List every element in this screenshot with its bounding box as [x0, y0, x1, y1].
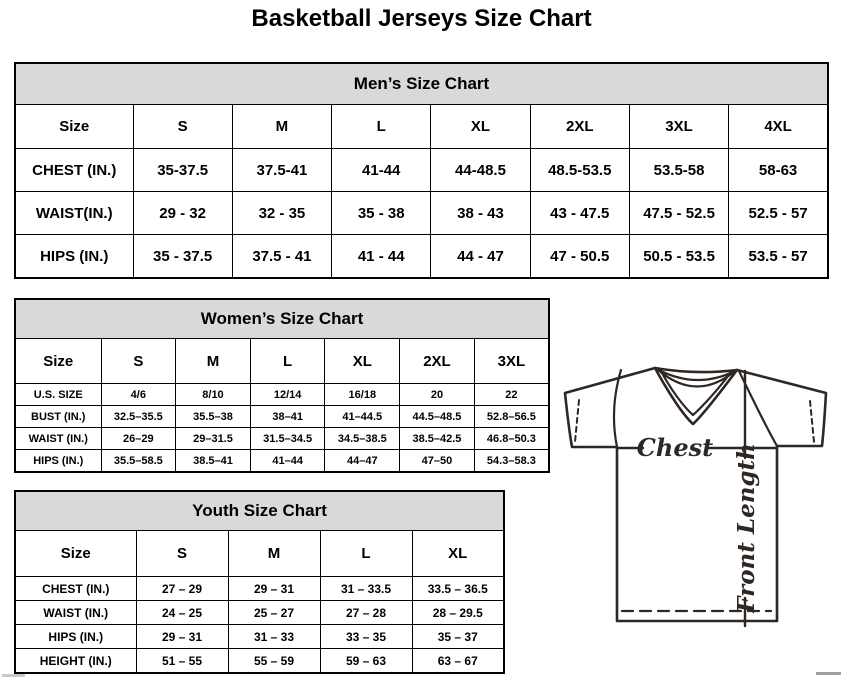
- row-label: HIPS (IN.): [15, 625, 136, 649]
- size-value-cell: 25 – 27: [228, 601, 320, 625]
- size-value-cell: 29–31.5: [176, 428, 251, 450]
- size-header-xl: XL: [325, 339, 400, 384]
- size-value-cell: 59 – 63: [320, 649, 412, 674]
- row-label: WAIST (IN.): [15, 428, 101, 450]
- size-value-cell: 47–50: [400, 450, 475, 473]
- size-value-cell: 31 – 33.5: [320, 577, 412, 601]
- table-header-row: [15, 531, 504, 577]
- size-column-header: Size: [15, 531, 136, 577]
- size-value-cell: 50.5 - 53.5: [629, 235, 728, 279]
- size-value-cell: 37.5-41: [232, 149, 331, 192]
- size-value-cell: 44–47: [325, 450, 400, 473]
- size-value-cell: 35 – 37: [412, 625, 504, 649]
- jersey-outline: [565, 368, 826, 621]
- row-label: CHEST (IN.): [15, 577, 136, 601]
- size-column-header: Size: [15, 105, 133, 149]
- row-label: WAIST(IN.): [15, 192, 133, 235]
- size-value-cell: 38–41: [250, 406, 325, 428]
- size-value-cell: 37.5 - 41: [232, 235, 331, 279]
- size-value-cell: 58-63: [729, 149, 828, 192]
- size-value-cell: 41-44: [332, 149, 431, 192]
- size-header-3xl: 3XL: [474, 339, 549, 384]
- row-label: WAIST (IN.): [15, 601, 136, 625]
- size-value-cell: 44-48.5: [431, 149, 530, 192]
- size-header-s: S: [101, 339, 176, 384]
- size-value-cell: 35.5–58.5: [101, 450, 176, 473]
- table-row: [15, 577, 504, 601]
- size-value-cell: 52.8–56.5: [474, 406, 549, 428]
- size-value-cell: 48.5-53.5: [530, 149, 629, 192]
- row-label: HIPS (IN.): [15, 235, 133, 279]
- row-label: CHEST (IN.): [15, 149, 133, 192]
- size-value-cell: 38.5–42.5: [400, 428, 475, 450]
- table-title-row: [15, 63, 828, 105]
- womens-size-chart-table: [14, 298, 550, 473]
- size-header-3xl: 3XL: [629, 105, 728, 149]
- jersey-left-seam: [614, 370, 621, 447]
- size-value-cell: 41–44: [250, 450, 325, 473]
- size-value-cell: 47.5 - 52.5: [629, 192, 728, 235]
- size-value-cell: 33 – 35: [320, 625, 412, 649]
- size-value-cell: 54.3–58.3: [474, 450, 549, 473]
- size-value-cell: 43 - 47.5: [530, 192, 629, 235]
- size-value-cell: 63 – 67: [412, 649, 504, 674]
- row-label: BUST (IN.): [15, 406, 101, 428]
- size-value-cell: 31.5–34.5: [250, 428, 325, 450]
- size-value-cell: 29 – 31: [136, 625, 228, 649]
- size-value-cell: 34.5–38.5: [325, 428, 400, 450]
- chest-label: Chest: [636, 433, 714, 462]
- size-value-cell: 51 – 55: [136, 649, 228, 674]
- size-value-cell: 52.5 - 57: [729, 192, 828, 235]
- size-value-cell: 53.5 - 57: [729, 235, 828, 279]
- size-value-cell: 35-37.5: [133, 149, 232, 192]
- size-header-2xl: 2XL: [530, 105, 629, 149]
- size-value-cell: 28 – 29.5: [412, 601, 504, 625]
- size-value-cell: 27 – 29: [136, 577, 228, 601]
- size-value-cell: 33.5 – 36.5: [412, 577, 504, 601]
- scrollbar-fragment-left[interactable]: [2, 674, 25, 677]
- size-header-s: S: [136, 531, 228, 577]
- size-header-xl: XL: [412, 531, 504, 577]
- size-value-cell: 44 - 47: [431, 235, 530, 279]
- size-value-cell: 55 – 59: [228, 649, 320, 674]
- table-row: [15, 601, 504, 625]
- size-value-cell: 38 - 43: [431, 192, 530, 235]
- size-value-cell: 41–44.5: [325, 406, 400, 428]
- size-value-cell: 44.5–48.5: [400, 406, 475, 428]
- row-label: HIPS (IN.): [15, 450, 101, 473]
- size-value-cell: 41 - 44: [332, 235, 431, 279]
- size-value-cell: 8/10: [176, 384, 251, 406]
- size-value-cell: 20: [400, 384, 475, 406]
- table-row: [15, 149, 828, 192]
- size-value-cell: 35 - 38: [332, 192, 431, 235]
- right-cuff-dashed-line: [810, 401, 814, 442]
- table-header-row: [15, 339, 549, 384]
- size-value-cell: 47 - 50.5: [530, 235, 629, 279]
- size-value-cell: 35.5–38: [176, 406, 251, 428]
- scrollbar-fragment-right[interactable]: [816, 672, 841, 675]
- table-row: [15, 192, 828, 235]
- size-header-2xl: 2XL: [400, 339, 475, 384]
- size-value-cell: 29 - 32: [133, 192, 232, 235]
- size-value-cell: 16/18: [325, 384, 400, 406]
- size-value-cell: 32 - 35: [232, 192, 331, 235]
- size-header-m: M: [228, 531, 320, 577]
- size-value-cell: 4/6: [101, 384, 176, 406]
- size-value-cell: 27 – 28: [320, 601, 412, 625]
- row-label: HEIGHT (IN.): [15, 649, 136, 674]
- table-row: [15, 428, 549, 450]
- table-row: [15, 406, 549, 428]
- size-value-cell: 35 - 37.5: [133, 235, 232, 279]
- table-title: Men’s Size Chart: [15, 63, 828, 105]
- page-title: Basketball Jerseys Size Chart: [251, 5, 592, 32]
- jersey-measurement-diagram: [558, 362, 840, 630]
- mens-size-chart-table: [14, 62, 829, 279]
- size-value-cell: 38.5–41: [176, 450, 251, 473]
- size-value-cell: 29 – 31: [228, 577, 320, 601]
- table-title: Women’s Size Chart: [15, 299, 549, 339]
- size-value-cell: 26–29: [101, 428, 176, 450]
- table-row: [15, 450, 549, 473]
- size-value-cell: 12/14: [250, 384, 325, 406]
- size-value-cell: 24 – 25: [136, 601, 228, 625]
- table-header-row: [15, 105, 828, 149]
- front-length-label: Front Length: [733, 443, 760, 613]
- size-header-xl: XL: [431, 105, 530, 149]
- size-header-l: L: [320, 531, 412, 577]
- size-value-cell: 46.8–50.3: [474, 428, 549, 450]
- table-row: [15, 625, 504, 649]
- table-title: Youth Size Chart: [15, 491, 504, 531]
- youth-size-chart-table: [14, 490, 505, 674]
- row-label: U.S. SIZE: [15, 384, 101, 406]
- size-value-cell: 31 – 33: [228, 625, 320, 649]
- size-value-cell: 53.5-58: [629, 149, 728, 192]
- left-cuff-dashed-line: [575, 400, 579, 442]
- size-header-l: L: [250, 339, 325, 384]
- table-row: [15, 235, 828, 279]
- size-header-s: S: [133, 105, 232, 149]
- size-value-cell: 32.5–35.5: [101, 406, 176, 428]
- table-row: [15, 649, 504, 674]
- size-header-m: M: [232, 105, 331, 149]
- size-column-header: Size: [15, 339, 101, 384]
- size-value-cell: 22: [474, 384, 549, 406]
- size-header-4xl: 4XL: [729, 105, 828, 149]
- table-row: [15, 384, 549, 406]
- size-header-l: L: [332, 105, 431, 149]
- table-title-row: [15, 491, 504, 531]
- table-title-row: [15, 299, 549, 339]
- size-header-m: M: [176, 339, 251, 384]
